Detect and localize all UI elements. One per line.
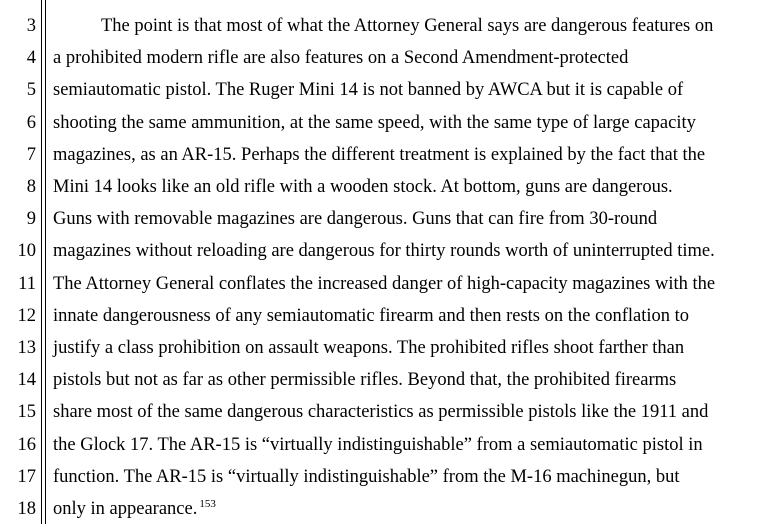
text-line: shooting the same ammunition, at the same speed, with the same type of large capacity: [53, 113, 696, 133]
line-number: 16: [17, 435, 36, 455]
text-line: The Attorney General conflates the increased danger of high-capacity magazines with the: [53, 274, 716, 294]
text-line: justify a class prohibition on assault weapons. The prohibited rifles shoot farther than: [53, 338, 685, 358]
margin-rule-right: [45, 0, 46, 524]
text-line: The point is that most of what the Attorney General says are dangerous features on: [101, 16, 714, 36]
line-number: 15: [17, 402, 36, 422]
text-line: Guns with removable magazines are dangerous. Guns that can fire from 30-round: [53, 209, 658, 229]
text-line: Mini 14 looks like an old rifle with a wooden stock. At bottom, guns are dangerous.: [53, 177, 673, 197]
text-line: magazines without reloading are dangerous for thirty rounds worth of uninterrupted time.: [53, 241, 715, 261]
line-number: 4: [26, 48, 36, 68]
line-number: 5: [26, 80, 36, 100]
line-number: 18: [17, 499, 36, 519]
line-number: 10: [17, 241, 36, 261]
text-line: a prohibited modern rifle are also features on a Second Amendment-protected: [53, 48, 629, 68]
line-number: 17: [17, 467, 36, 487]
text-line: function. The AR-15 is “virtually indistinguishable” from the M-16 machinegun, but: [53, 467, 680, 487]
line-number: 7: [26, 145, 36, 165]
text-line: innate dangerousness of any semiautomatic firearm and then rests on the conflation to: [53, 306, 690, 326]
line-number: 6: [26, 113, 36, 133]
text-line: only in appearance.: [53, 499, 198, 519]
line-number: 11: [18, 274, 36, 294]
line-number: 3: [26, 16, 36, 36]
line-number: 13: [17, 338, 36, 358]
line-number: 8: [26, 177, 36, 197]
text-line: magazines, as an AR-15. Perhaps the different treatment is explained by the fact that the: [53, 145, 706, 165]
text-line-last: [53, 499, 216, 519]
margin-rule-left: [41, 0, 42, 524]
line-number: 14: [17, 370, 36, 390]
text-line: pistols but not as far as other permissible rifles. Beyond that, the prohibited firearms: [53, 370, 677, 390]
footnote-reference[interactable]: 153: [199, 498, 216, 510]
line-number: 12: [17, 306, 36, 326]
text-line: the Glock 17. The AR-15 is “virtually indistinguishable” from a semiautomatic pistol in: [53, 435, 703, 455]
text-line: share most of the same dangerous characteristics as permissible pistols like the 1911 and: [53, 402, 709, 422]
line-number: 9: [26, 209, 36, 229]
text-line: semiautomatic pistol. The Ruger Mini 14 is not banned by AWCA but it is capable of: [53, 80, 684, 100]
